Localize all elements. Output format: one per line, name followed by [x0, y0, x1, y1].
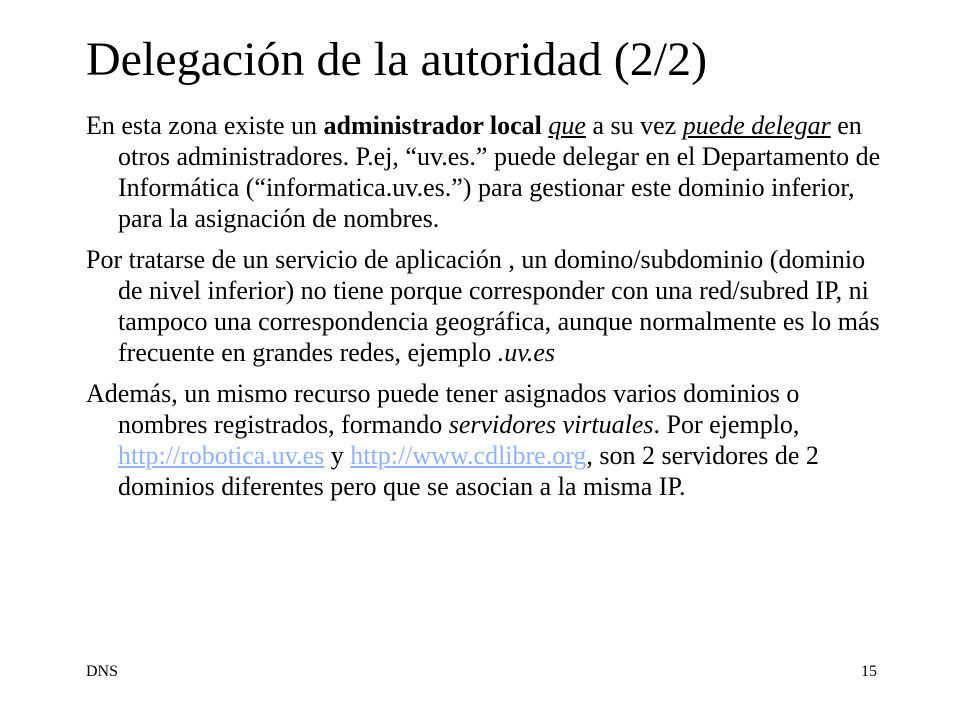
page-number: 15: [861, 663, 877, 680]
p1-text-1: En esta zona existe un: [86, 111, 324, 140]
p2-text-1: Por tratarse de un servicio de aplicación , un domino/subdominio (dominio de nivel inferior) no tiene porque corresponder con una red/subred IP, ni tampoco una correspondencia geográfica, aunque normalmente es lo más frecuente en grandes redes, ejemplo: [86, 245, 880, 367]
p3-text-4: , son 2 servidores de 2 dominios diferentes pero que se asocian a la misma IP.: [118, 441, 819, 501]
p3-text-3: y: [324, 441, 351, 470]
footer-label: DNS: [86, 663, 119, 680]
slide-title: Delegación de la autoridad (2/2): [86, 33, 708, 86]
p3-italic-virtual: servidores virtuales: [448, 410, 654, 439]
p1-bold-admin: administrador local: [323, 111, 542, 140]
paragraph-virtual-servers: [86, 378, 886, 502]
link-cdlibre[interactable]: http://www.cdlibre.org: [350, 441, 587, 470]
p2-italic-domain: .uv.es: [497, 338, 555, 367]
p1-underline-que: que: [548, 111, 586, 140]
paragraph-service: [86, 244, 886, 368]
p3-text-1: Además, un mismo recurso puede tener asignados varios dominios o nombres registrados, formando: [86, 379, 800, 439]
p1-text-3: a su vez: [585, 111, 683, 140]
paragraph-delegation: [86, 110, 886, 234]
link-robotica[interactable]: http://robotica.uv.es: [118, 441, 325, 470]
p1-underline-delegar: puede delegar: [682, 111, 831, 140]
p1-text-4: en otros administradores. P.ej, “uv.es.” puede delegar en el Departamento de Informática (“informatica.uv.es.”) para gestionar este dominio inferior, para la asignación de nombres.: [118, 111, 881, 233]
p3-text-2: . Por ejemplo,: [653, 410, 800, 439]
slide-body: [86, 110, 886, 512]
